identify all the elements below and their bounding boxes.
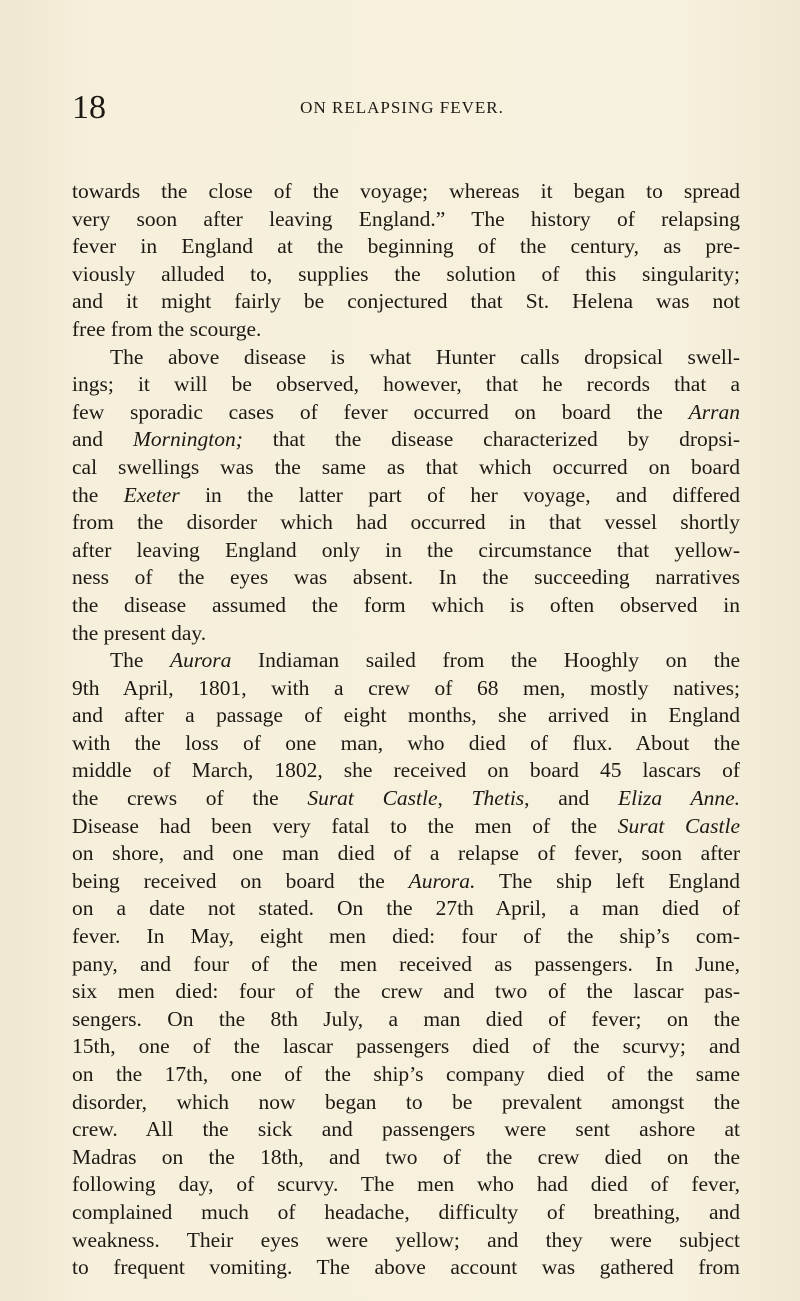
text-line: being received on board the Aurora. The ship left England (72, 868, 740, 893)
text-line: very soon after leaving England.” The history of relapsing (72, 206, 740, 231)
text-line: on a date not stated. On the 27th April, a man died of (72, 896, 740, 921)
text-line: with the loss of one man, who died of flux. About the (72, 730, 740, 755)
text-line: disorder, which now began to be prevalent amongst the (72, 1089, 740, 1114)
text-line: following day, of scurvy. The men who had died of fever, (72, 1172, 740, 1197)
text-line: on shore, and one man died of a relapse of fever, soon after (72, 841, 740, 866)
text-line: from the disorder which had occurred in that vessel shortly (72, 510, 740, 535)
body-text (72, 178, 740, 1282)
text-line: towards the close of the voyage; whereas it began to spread (72, 179, 740, 203)
text-line: Disease had been very fatal to the men of the Surat Castle (72, 813, 740, 838)
text-line: complained much of headache, difficulty of breathing, and (72, 1199, 740, 1224)
text-line: crew. All the sick and passengers were sent ashore at (72, 1117, 740, 1142)
text-line: the present day. (72, 620, 207, 645)
text-line: 9th April, 1801, with a crew of 68 men, mostly natives; (72, 675, 740, 700)
text-line: ings; it will be observed, however, that he records that a (72, 372, 740, 397)
text-line: weakness. Their eyes were yellow; and they were subject (72, 1227, 740, 1252)
text-line: on the 17th, one of the ship’s company died of the same (72, 1062, 740, 1086)
text-line: The Aurora Indiaman sailed from the Hooghly on the (110, 648, 740, 673)
text-line: six men died: four of the crew and two of the lascar pas- (72, 979, 740, 1004)
text-line: to frequent vomiting. The above account was gathered from (72, 1255, 740, 1280)
text-line: The above disease is what Hunter calls dropsical swell- (110, 344, 740, 369)
text-line: the Exeter in the latter part of her voyage, and differed (72, 482, 740, 507)
text-line: ness of the eyes was absent. In the succeeding narratives (72, 565, 740, 590)
text-line: few sporadic cases of fever occurred on board the Arran (72, 399, 740, 424)
text-line: and it might fairly be conjectured that St. Helena was not (72, 289, 740, 314)
text-line: and Mornington; that the disease characterized by dropsi- (72, 427, 740, 452)
text-line: the disease assumed the form which is often observed in (72, 592, 740, 617)
page-number: 18 (72, 89, 106, 126)
text-line: sengers. On the 8th July, a man died of fever; on the (72, 1006, 740, 1031)
text-line: cal swellings was the same as that which occurred on board (72, 454, 740, 479)
text-line: 15th, one of the lascar passengers died of the scurvy; and (72, 1034, 740, 1059)
text-line: the crews of the Surat Castle, Thetis, and Eliza Anne. (72, 786, 740, 811)
running-title: ON RELAPSING FEVER. (300, 98, 504, 117)
text-line: fever in England at the beginning of the century, as pre- (72, 234, 740, 259)
text-line: fever. In May, eight men died: four of the ship’s com- (72, 924, 740, 949)
text-line: and after a passage of eight months, she arrived in England (72, 703, 740, 728)
text-line: free from the scourge. (72, 316, 262, 341)
text-line: pany, and four of the men received as passengers. In June, (72, 951, 740, 976)
running-head (72, 88, 732, 128)
text-line: viously alluded to, supplies the solution of this singularity; (72, 261, 740, 286)
text-line: after leaving England only in the circumstance that yellow- (72, 537, 740, 562)
text-line: Madras on the 18th, and two of the crew died on the (72, 1144, 740, 1169)
text-line: middle of March, 1802, she received on board 45 lascars of (72, 758, 740, 783)
